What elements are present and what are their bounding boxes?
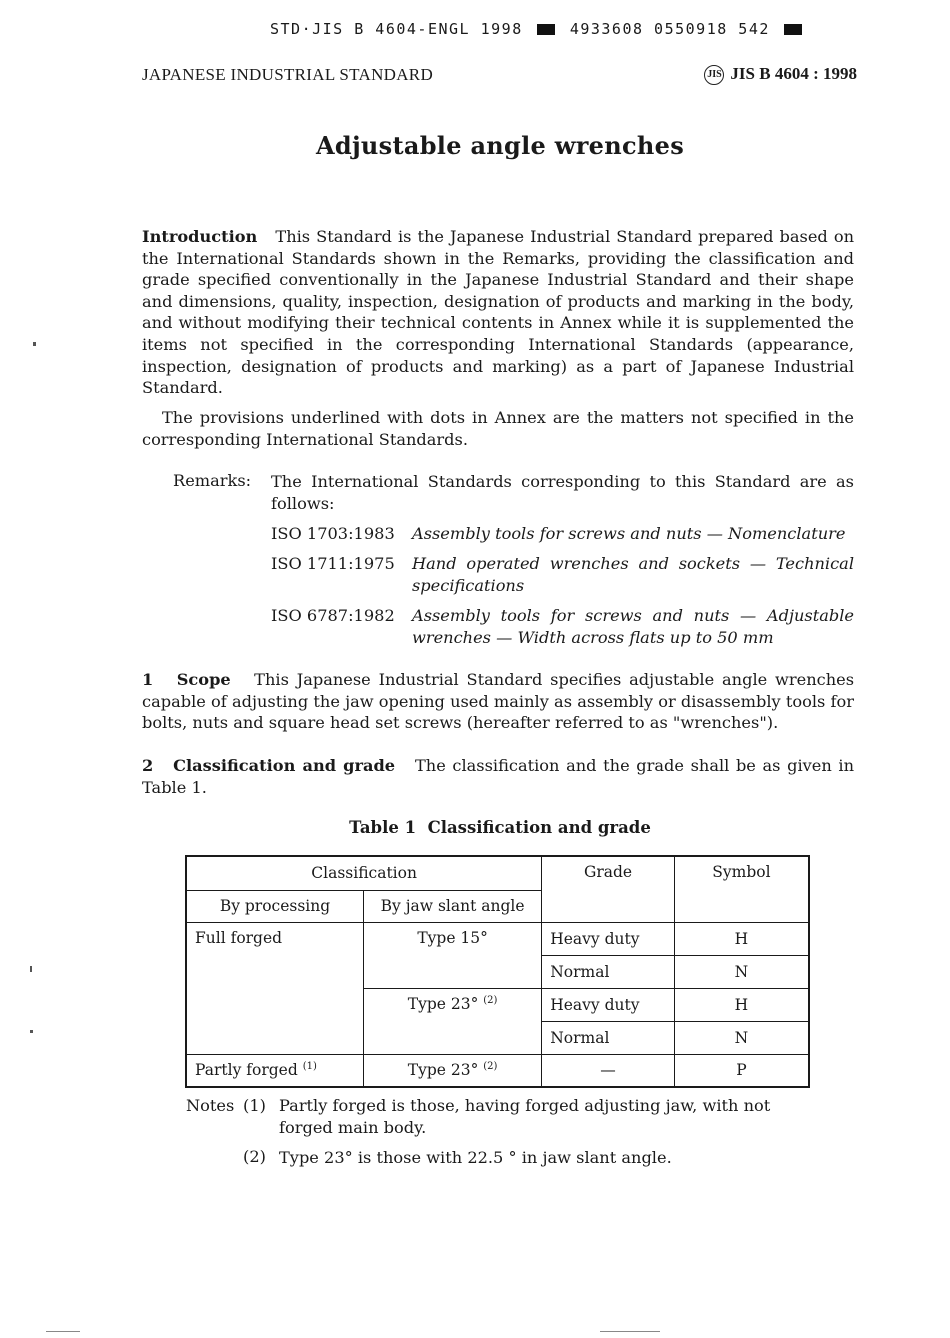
note-ref-2: (2) xyxy=(483,1061,498,1073)
standard-number-header xyxy=(704,64,857,85)
table-cell-grade: Heavy duty xyxy=(542,922,675,955)
classification-table xyxy=(185,855,810,1088)
standard-type-header: JAPANESE INDUSTRIAL STANDARD xyxy=(142,65,434,84)
iso-title: Assembly tools for screws and nuts — Nomenclature xyxy=(412,524,846,543)
table-cell-full-forged: Full forged xyxy=(186,922,364,1054)
classification-number: 2 xyxy=(142,756,154,775)
table-row xyxy=(186,922,809,955)
note-text: Partly forged is those, having forged adjusting jaw, with not forged main body. xyxy=(279,1096,771,1137)
table-header-classification: Classification xyxy=(186,856,542,890)
classification-text: The classification and the grade shall be as given in Table 1. xyxy=(142,756,855,797)
table-cell-type23 xyxy=(364,988,542,1054)
partly-forged-label: Partly forged xyxy=(195,1061,298,1080)
scope-heading: Scope xyxy=(176,670,231,689)
table-cell-symbol: P xyxy=(674,1054,809,1087)
iso-reference xyxy=(271,605,854,648)
scan-speck xyxy=(33,342,36,346)
table-header-by-jaw-angle: By jaw slant angle xyxy=(364,890,542,922)
scan-speck xyxy=(30,1030,33,1033)
table-cell-symbol: H xyxy=(674,922,809,955)
introduction-paragraph xyxy=(142,226,854,399)
table-cell-partly-forged xyxy=(186,1054,364,1087)
iso-reference xyxy=(271,553,854,596)
iso-code: ISO 1703:1983 xyxy=(271,524,395,543)
note-ref-2: (2) xyxy=(483,994,498,1006)
iso-reference xyxy=(271,523,854,545)
table-cell-grade: Normal xyxy=(542,955,675,988)
stamp-block-mark xyxy=(537,24,555,35)
notes-label: Notes xyxy=(186,1096,235,1115)
table-header-by-processing: By processing xyxy=(186,890,364,922)
table-cell-type23 xyxy=(364,1054,542,1087)
classification-heading: Classification and grade xyxy=(173,756,396,775)
table-cell-grade: Heavy duty xyxy=(542,988,675,1021)
document-stamp xyxy=(270,20,806,38)
type23-label: Type 23° xyxy=(407,994,479,1013)
note-ref-1: (1) xyxy=(302,1061,317,1073)
scan-line xyxy=(46,1331,80,1332)
stamp-block-mark xyxy=(784,24,802,35)
classification-section xyxy=(142,755,854,798)
stamp-code: STD·JIS B 4604-ENGL 1998 xyxy=(270,20,523,38)
scope-section xyxy=(142,669,854,734)
introduction-label: Introduction xyxy=(142,227,258,246)
remarks-text: The International Standards corresponding to this Standard are as follows: xyxy=(271,472,854,513)
table-header-symbol: Symbol xyxy=(674,856,809,922)
scope-number: 1 xyxy=(142,670,154,689)
note-text: Type 23° is those with 22.5 ° in jaw slant angle. xyxy=(279,1148,672,1167)
table-row xyxy=(186,856,809,890)
introduction-text: This Standard is the Japanese Industrial Standard prepared based on the International Standards shown in the Remarks, providing the classification and grade specified conventionally in the Japanese Industrial Standard and their shape and dimensions, quality, inspection, designation of products and marking in the body, and without modifying their technical contents in Annex while it is supplemented the items not specified in the corresponding International Standards (appearance, inspection, designation of products and marking) as a part of Japanese Industrial Standard. xyxy=(142,227,854,398)
note-number: (2) xyxy=(243,1147,266,1166)
iso-code: ISO 1711:1975 xyxy=(271,554,395,573)
jis-mark-icon: JIS xyxy=(704,65,724,85)
scan-speck xyxy=(30,966,32,972)
iso-code: ISO 6787:1982 xyxy=(271,606,395,625)
scan-line xyxy=(600,1331,660,1332)
introduction-paragraph-2: The provisions underlined with dots in Annex are the matters not specified in the corresponding International Standards. xyxy=(142,408,854,449)
standard-number: JIS B 4604 : 1998 xyxy=(730,64,857,83)
type23-label: Type 23° xyxy=(407,1061,479,1080)
scope-text: This Japanese Industrial Standard specifies adjustable angle wrenches capable of adjusting the jaw opening used mainly as assembly or disassembly tools for bolts, nuts and square head set screws (hereafter referred to as "wrenches"). xyxy=(142,670,855,733)
iso-title: Assembly tools for screws and nuts — Adjustable wrenches — Width across flats up to 50 mm xyxy=(412,606,854,647)
table-cell-grade: — xyxy=(542,1054,675,1087)
table-cell-symbol: H xyxy=(674,988,809,1021)
table-cell-type15: Type 15° xyxy=(364,922,542,988)
remarks-label: Remarks: xyxy=(173,471,252,490)
document-title: Adjustable angle wrenches xyxy=(315,131,685,160)
stamp-barcode-number: 4933608 0550918 542 xyxy=(569,20,770,38)
table-title: Table 1 Classification and grade xyxy=(349,818,651,837)
table-cell-grade: Normal xyxy=(542,1021,675,1054)
table-header-grade: Grade xyxy=(542,856,675,922)
table-cell-symbol: N xyxy=(674,955,809,988)
table-cell-symbol: N xyxy=(674,1021,809,1054)
table-row xyxy=(186,1054,809,1087)
iso-title: Hand operated wrenches and sockets — Technical specifications xyxy=(412,554,854,595)
note-number: (1) xyxy=(243,1096,266,1115)
